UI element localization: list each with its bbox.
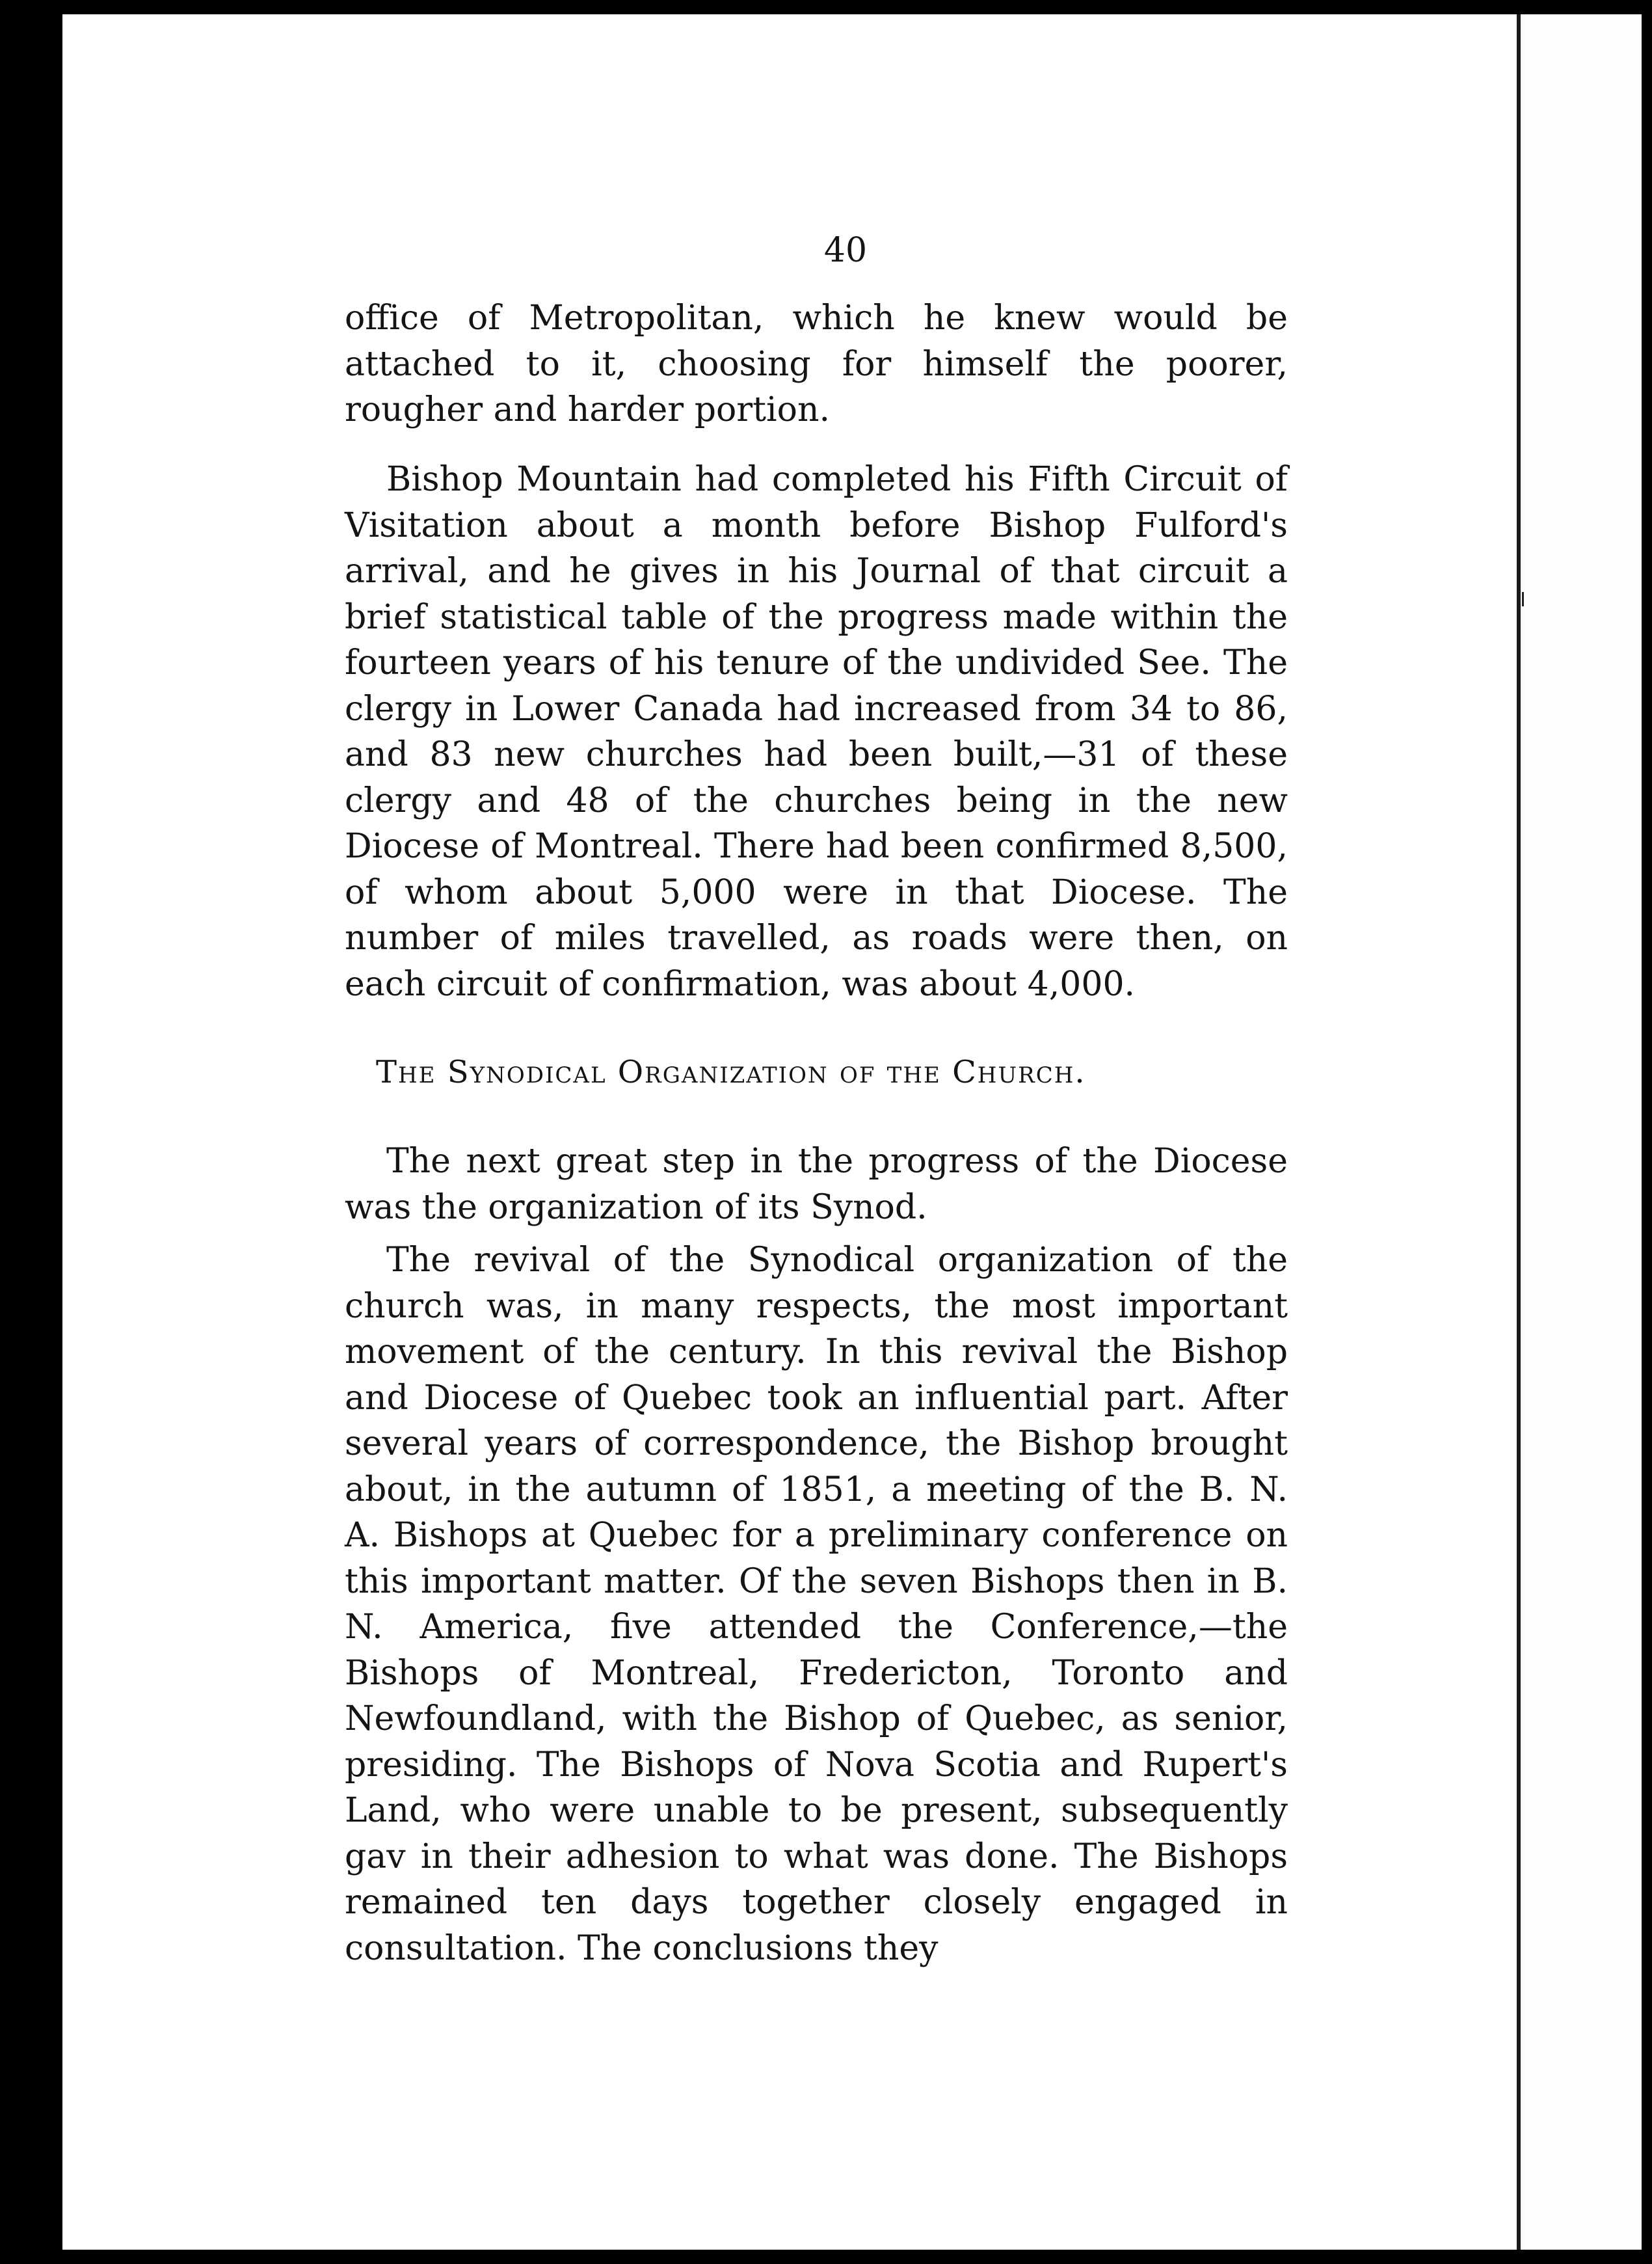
paragraph-synodical-revival: The revival of the Synodical organization of the church was, in many respects, the most important movement of the century. In this revival the Bishop and Diocese of Quebec took an influential part. After several years of correspondence, the Bishop brought about, in the autumn of 1851, a meeting of the B. N. A. Bishops at Quebec for a preliminary conference on this important matter. Of the seven Bishops then in B. N. America, five attended the Conference,—the Bishops of Montreal, Fredericton, Toronto and Newfoundland, with the Bishop of Quebec, as senior, presiding. The Bishops of Nova Scotia and Rupert's Land, who were unable to be present, subsequently gav in their adhesion to what was done. The Bishops remained ten days together closely engaged in consultation. The conclusions they bbox=[345, 1241, 1288, 1968]
page-fold-line bbox=[1517, 14, 1521, 2250]
paragraph-continuation: office of Metropolitan, which he knew would be attached to it, choosing for himself the poorer, rougher and harder portion. bbox=[345, 299, 1288, 429]
scan-right-border bbox=[1642, 14, 1652, 2250]
section-heading: The Synodical Organization of the Church. bbox=[376, 1054, 1086, 1090]
adjacent-page-edge bbox=[1521, 14, 1642, 2250]
paragraph-bishop-mountain: Bishop Mountain had completed his Fifth Circuit of Visitation about a month before Bishop Fulford's arrival, and he gives in his Journal of that circuit a brief statistical table of the progress made within the fourteen years of his tenure of the undivided See. The clergy in Lower Canada had increased from 34 to 86, and 83 new churches had been built,—31 of these clergy and 48 of the churches being in the new Diocese of Montreal. There had been confirmed 8,500, of whom about 5,000 were in that Diocese. The number of miles travelled, as roads were then, on each circuit of confirmation, was about 4,000. bbox=[345, 460, 1288, 1004]
fold-mark bbox=[1522, 592, 1533, 606]
paragraph-next-step: The next great step in the progress of the Diocese was the organization of its Synod. bbox=[345, 1142, 1288, 1227]
page-number: 40 bbox=[823, 231, 868, 270]
